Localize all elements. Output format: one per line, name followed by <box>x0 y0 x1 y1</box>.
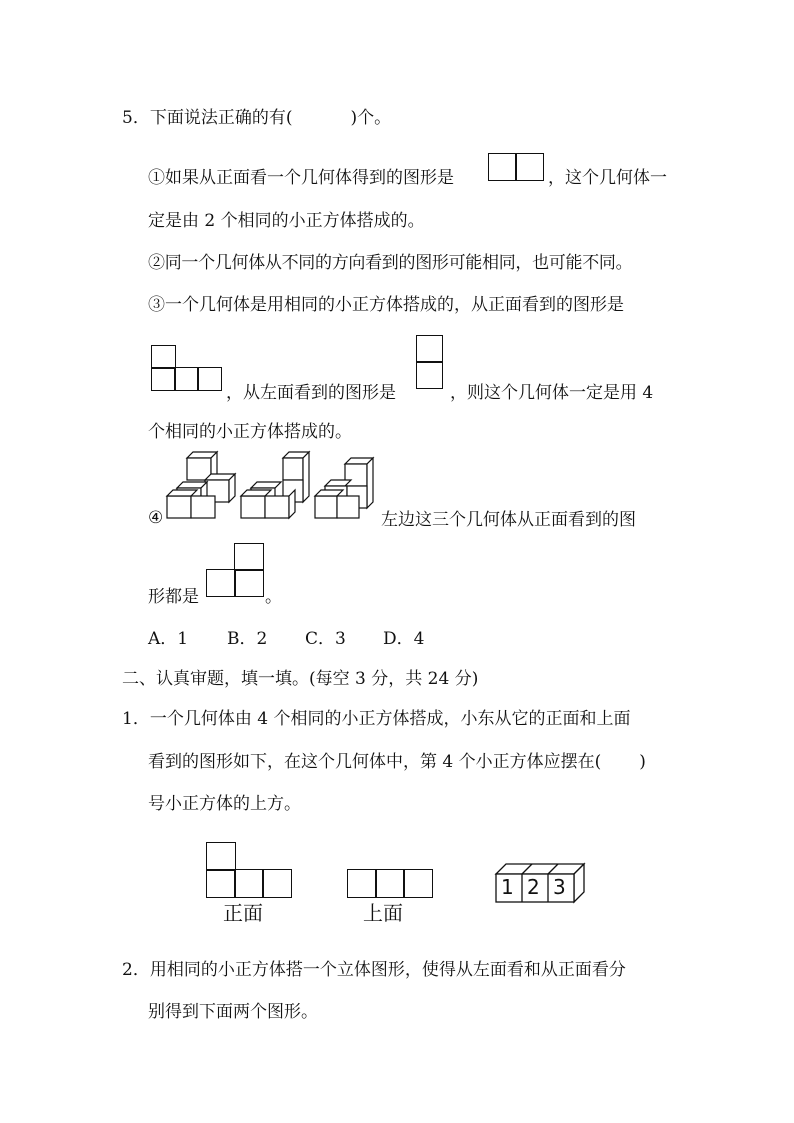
option-a[interactable]: A．1 <box>148 629 189 649</box>
option-d[interactable]: D．4 <box>383 629 425 649</box>
q1-top-view-3 <box>403 869 433 898</box>
two-square-front-view-right <box>515 153 544 181</box>
solid-3 <box>315 458 373 518</box>
q1-line1: 1．一个几何体由 4 个相同的小正方体搭成，小东从它的正面和上面 <box>122 709 631 729</box>
solid-2 <box>241 452 309 518</box>
statement-1-suffix: ，这个几何体一 <box>548 168 667 188</box>
top-view-label: 上面 <box>363 901 403 925</box>
q1-front-view-top <box>206 842 236 871</box>
q1-top-view-2 <box>375 869 405 898</box>
q1-line3: 号小正方体的上方。 <box>148 794 301 814</box>
statement-3-line3: 个相同的小正方体搭成的。 <box>148 422 352 442</box>
s4-view-bottom-right <box>234 569 264 597</box>
q5-stem <box>122 110 391 127</box>
q2-line2: 别得到下面两个图形。 <box>148 1002 318 1022</box>
s3-left-view-bottom <box>416 361 443 389</box>
section-2-heading: 二、认真审题，填一填。(每空 3 分，共 24 分) <box>122 669 479 689</box>
three-solids-figure <box>165 450 380 525</box>
two-square-front-view-left <box>488 153 517 181</box>
q1-front-view-bottom-1 <box>206 869 236 898</box>
cube-number-2: 2 <box>527 875 540 899</box>
q1-top-view-1 <box>347 869 377 898</box>
option-c[interactable]: C．3 <box>305 629 346 649</box>
s3-left-view-top <box>416 335 443 363</box>
q1-front-view-bottom-2 <box>234 869 264 898</box>
statement-1-line2: 定是由 2 个相同的小正方体搭成的。 <box>148 211 425 231</box>
s4-view-top <box>234 543 264 571</box>
q1-line2-prefix: 看到的图形如下，在这个几何体中，第 4 个小正方体应摆在( <box>148 752 602 772</box>
statement-4-text: 左边这三个几何体从正面看到的图 <box>381 510 636 530</box>
statement-2: ②同一个几何体从不同的方向看到的图形可能相同，也可能不同。 <box>148 253 633 273</box>
s3-front-view-bottom-3 <box>197 367 222 391</box>
q1-line2 <box>148 754 646 771</box>
q2-line1: 2．用相同的小正方体搭一个立体图形，使得从左面看和从正面看分 <box>122 960 626 980</box>
statement-3-line1: ③一个几何体是用相同的小正方体搭成的，从正面看到的图形是 <box>148 295 624 315</box>
statement-3-tail: ，则这个几何体一定是用 4 <box>450 383 654 403</box>
q1-front-view-bottom-3 <box>262 869 292 898</box>
q1-line2-suffix: ) <box>639 752 646 772</box>
statement-4-line2-prefix: 形都是 <box>148 587 199 607</box>
statement-1-prefix: ①如果从正面看一个几何体得到的图形是 <box>148 168 454 188</box>
s3-front-view-bottom-1 <box>151 367 176 391</box>
s3-front-view-top-square <box>151 345 176 369</box>
front-view-label: 正面 <box>223 901 263 925</box>
q5-stem-suffix: )个。 <box>350 108 392 128</box>
solid-1 <box>167 452 235 518</box>
cube-number-3: 3 <box>553 875 566 899</box>
option-b[interactable]: B．2 <box>227 629 268 649</box>
s4-view-bottom-left <box>206 569 236 597</box>
q5-stem-prefix: 5．下面说法正确的有( <box>122 108 293 128</box>
s3-front-view-bottom-2 <box>174 367 199 391</box>
statement-4-marker: ④ <box>148 508 164 528</box>
cube-number-1: 1 <box>501 875 514 899</box>
statement-3-mid: ，从左面看到的图形是 <box>226 383 396 403</box>
statement-4-line2-suffix: 。 <box>265 587 282 607</box>
